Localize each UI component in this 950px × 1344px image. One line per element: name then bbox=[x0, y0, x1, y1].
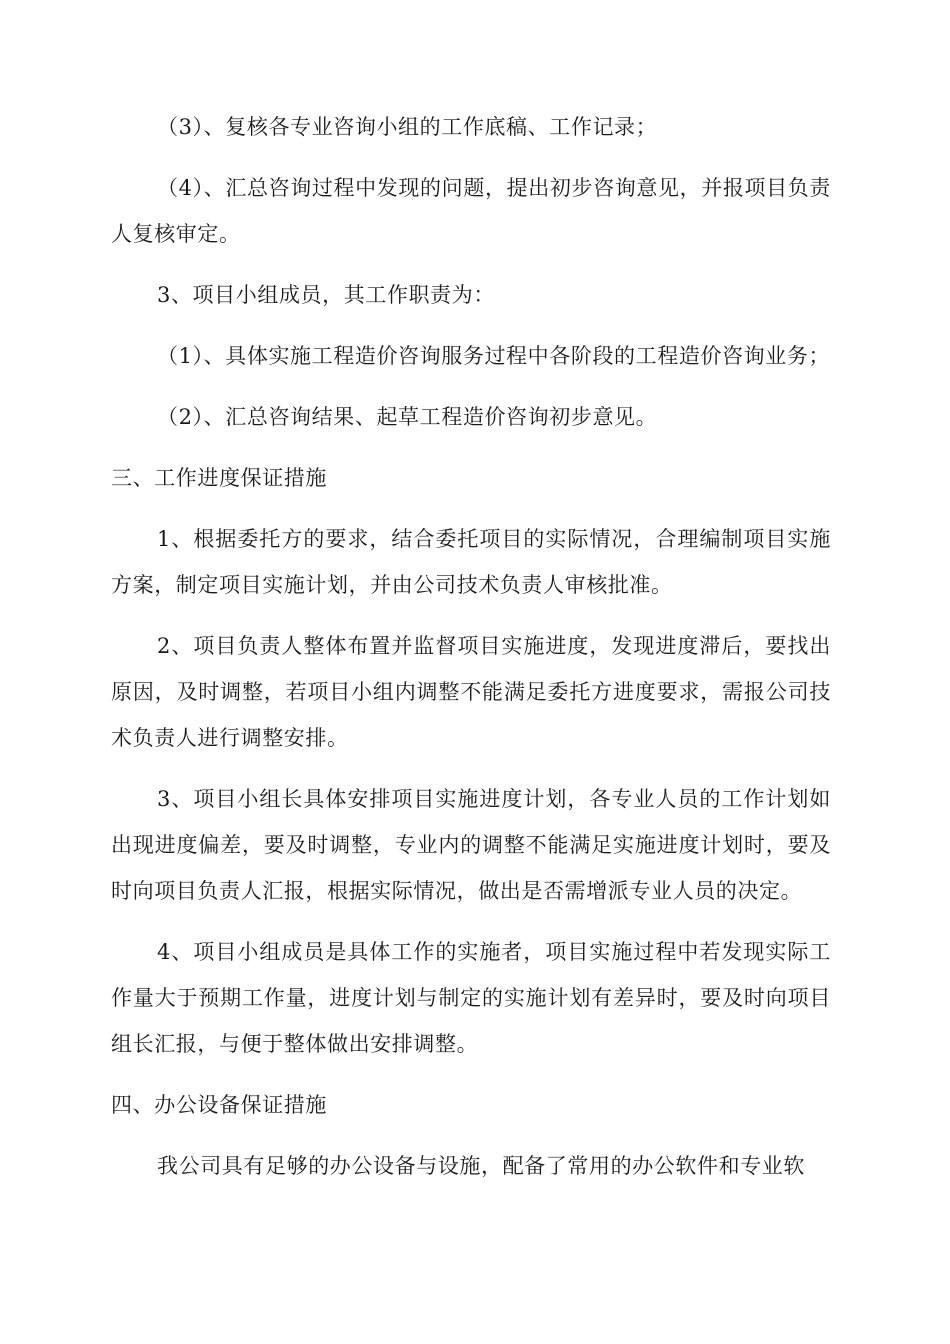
paragraph-equipment: 我公司具有足够的办公设备与设施，配备了常用的办公软件和专业软 bbox=[157, 1154, 805, 1178]
paragraph-team-members: 3、项目小组成员，其工作职责为： bbox=[157, 283, 495, 307]
paragraph-implement-consulting: （1）、具体实施工程造价咨询服务过程中各阶段的工程造价咨询业务； bbox=[157, 344, 831, 368]
section-heading-schedule: 三、工作进度保证措施 bbox=[111, 466, 327, 490]
section-heading-equipment: 四、办公设备保证措施 bbox=[111, 1093, 327, 1117]
paragraph-schedule-3: 3、项目小组长具体安排项目实施进度计划，各专业人员的工作计划如出现进度偏差，要及时调整，专业内的调整不能满足实施进度计划时，要及时向项目负责人汇报，根据实际情况，做出是否需增派专业人员的决定。 bbox=[111, 787, 831, 903]
paragraph-review-drafts: （3）、复核各专业咨询小组的工作底稿、工作记录； bbox=[157, 115, 658, 139]
paragraph-schedule-2: 2、项目负责人整体布置并监督项目实施进度，发现进度滞后，要找出原因，及时调整，若项目小组内调整不能满足委托方进度要求，需报公司技术负责人进行调整安排。 bbox=[111, 634, 831, 750]
paragraph-summarize-issues: （4）、汇总咨询过程中发现的问题，提出初步咨询意见，并报项目负责人复核审定。 bbox=[111, 176, 831, 246]
paragraph-schedule-1: 1、根据委托方的要求，结合委托项目的实际情况，合理编制项目实施方案，制定项目实施计划，并由公司技术负责人审核批准。 bbox=[111, 527, 831, 597]
paragraph-schedule-4: 4、项目小组成员是具体工作的实施者，项目实施过程中若发现实际工作量大于预期工作量，进度计划与制定的实施计划有差异时，要及时向项目组长汇报，与便于整体做出安排调整。 bbox=[111, 940, 831, 1056]
paragraph-summarize-results: （2）、汇总咨询结果、起草工程造价咨询初步意见。 bbox=[157, 405, 658, 429]
document-body bbox=[111, 104, 831, 1189]
